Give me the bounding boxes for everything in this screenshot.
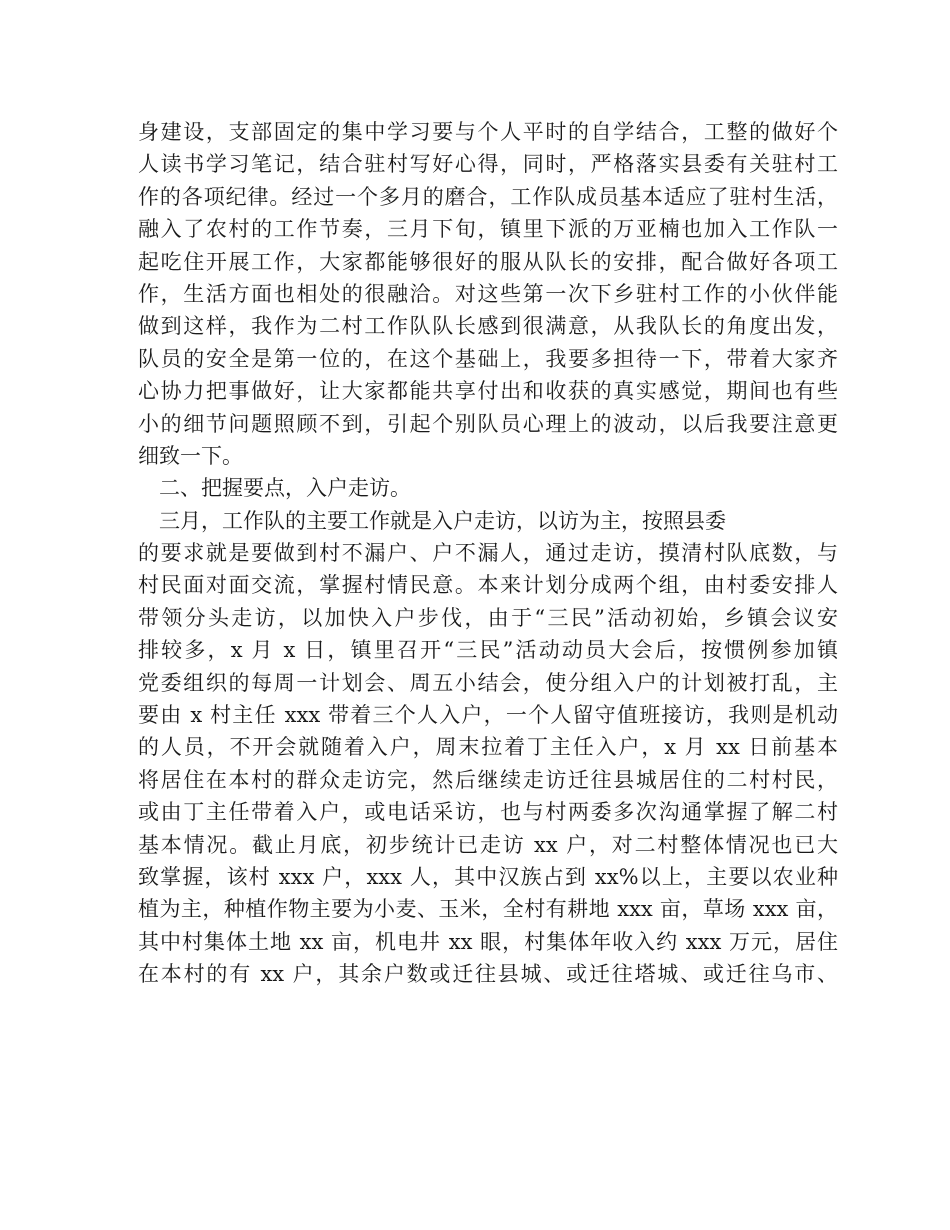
document-body xyxy=(138,116,838,991)
text-line: 身建设，支部固定的集中学习要与个人平时的自学结合，工整的做好个 xyxy=(138,120,838,144)
text-line: 基本情况。截止月底，初步统计已走访 xx 户，对二村整体情况也已大 xyxy=(138,832,838,857)
text-line: 心协力把事做好，让大家都能共享付出和收获的真实感觉，期间也有些 xyxy=(138,379,838,404)
text-line: 带领分头走访，以加快入户步伐，由于“三民”活动初始，乡镇会议安 xyxy=(138,605,838,630)
text-line: 植为主，种植作物主要为小麦、玉米，全村有耕地 xxx 亩，草场 xxx 亩， xyxy=(138,897,838,922)
text-line: 的要求就是要做到村不漏户、户不漏人，通过走访，摸清村队底数，与 xyxy=(138,541,838,566)
text-line: 融入了农村的工作节奏，三月下旬，镇里下派的万亚楠也加入工作队一 xyxy=(138,217,838,242)
text-line: 的人员，不开会就随着入户，周末拉着丁主任入户，x 月 xx 日前基本 xyxy=(138,735,838,760)
text-line: 要由 x 村主任 xxx 带着三个人入户，一个人留守值班接访，我则是机动 xyxy=(138,703,838,728)
text-line: 小的细节问题照顾不到，引起个别队员心理上的波动，以后我要注意更 xyxy=(138,411,838,436)
text-line: 做到这样，我作为二村工作队队长感到很满意，从我队长的角度出发， xyxy=(138,314,838,339)
text-line: 党委组织的每周一计划会、周五小结会，使分组入户的计划被打乱，主 xyxy=(138,670,838,695)
text-line: 三月，工作队的主要工作就是入户走访，以访为主，按照县委 xyxy=(159,508,726,533)
text-line: 人读书学习笔记，结合驻村写好心得，同时，严格落实县委有关驻村工 xyxy=(138,152,838,177)
text-line: 在本村的有 xx 户，其余户数或迁往县城、或迁往塔城、或迁往乌市、 xyxy=(138,962,838,987)
text-line: 作，生活方面也相处的很融洽。对这些第一次下乡驻村工作的小伙伴能 xyxy=(138,281,838,306)
text-line: 排较多，x 月 x 日，镇里召开“三民”活动动员大会后，按惯例参加镇 xyxy=(138,638,838,663)
text-line: 村民面对面交流，掌握村情民意。本来计划分成两个组，由村委安排人 xyxy=(138,573,838,598)
text-line: 致掌握，该村 xxx 户，xxx 人，其中汉族占到 xx%以上，主要以农业种 xyxy=(138,864,838,889)
text-line: 细致一下。 xyxy=(138,443,243,468)
text-line: 或由丁主任带着入户，或电话采访，也与村两委多次沟通掌握了解二村 xyxy=(138,800,838,825)
text-line: 其中村集体土地 xx 亩，机电井 xx 眼，村集体年收入约 xxx 万元，居住 xyxy=(138,929,838,954)
section-heading: 二、把握要点，入户走访。 xyxy=(159,476,411,501)
text-line: 将居住在本村的群众走访完，然后继续走访迁往县城居住的二村村民， xyxy=(138,767,838,792)
text-line: 起吃住开展工作，大家都能够很好的服从队长的安排，配合做好各项工 xyxy=(138,249,838,274)
text-line: 作的各项纪律。经过一个多月的磨合，工作队成员基本适应了驻村生活， xyxy=(138,184,838,209)
text-line: 队员的安全是第一位的，在这个基础上，我要多担待一下，带着大家齐 xyxy=(138,346,838,371)
